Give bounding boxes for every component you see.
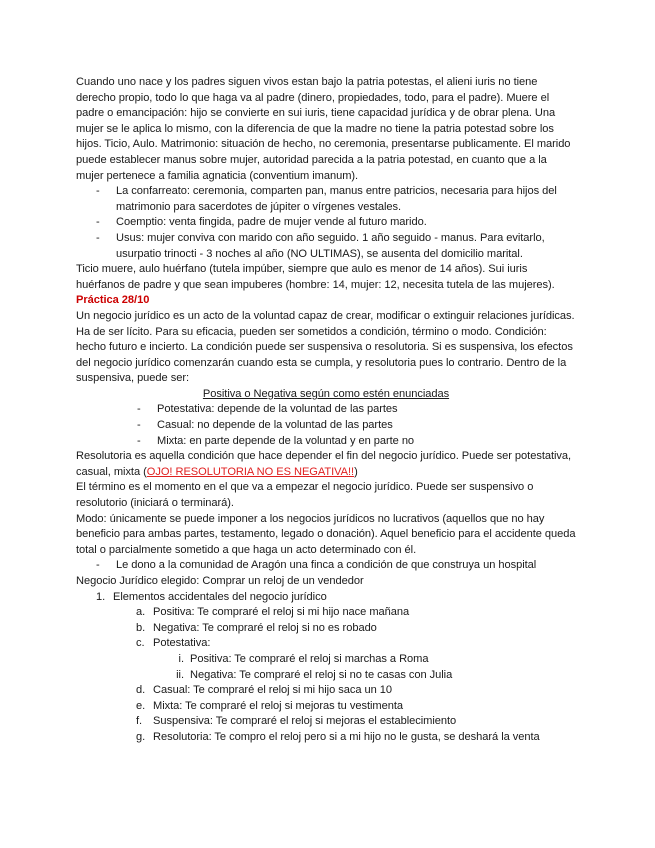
list-text: Suspensiva: Te compraré el reloj si mejoras el establecimiento: [153, 715, 457, 728]
list-marker: d.: [136, 684, 146, 697]
warning-note: OJO! RESOLUTORIA NO ES NEGATIVA!!: [146, 465, 355, 478]
list-text: Mixta: Te compraré el reloj si mejoras tu vestimenta: [153, 699, 403, 712]
list-item-i: [178, 652, 576, 668]
list-item-c: [136, 636, 576, 652]
list-marker: f.: [136, 715, 143, 728]
list-text: Resolutoria: Te compro el reloj pero si a mi hijo no le gusta, se deshará la venta: [153, 730, 540, 743]
list-item-f: [136, 714, 576, 730]
list-marker: i.: [178, 652, 184, 665]
list-item-mixta: - Mixta: en parte depende de la voluntad y en parte no: [157, 434, 576, 450]
list-marker: c.: [136, 637, 145, 650]
termino-paragraph: El término es el momento en el que va a empezar el negocio jurídico. Puede ser suspensivo o resolutorio (iniciará o terminará).: [76, 481, 534, 510]
list-text: Negativa: Te compraré el reloj si no es robado: [153, 621, 377, 634]
list-text: Casual: Te compraré el reloj si mi hijo saca un 10: [153, 684, 393, 697]
list-marker: a.: [136, 606, 146, 619]
list-item-modo-example: - Le dono a la comunidad de Aragón una finca a condición de que construya un hospital: [116, 558, 576, 574]
list-item-potestativa: - Potestativa: depende de la voluntad de las partes: [157, 402, 576, 418]
list-item-d: [136, 683, 576, 699]
list-item-e: [136, 699, 576, 715]
intro-paragraph: Cuando uno nace y los padres siguen vivos estan bajo la patria potestas, el alieni iuris no tiene derecho propio, todo lo que haga va al padre (dinero, propiedades, todo, para el padre). Muere el padre o emancipación: hijo se convierte en sui iuris, tiene capacidad jurídica y de obrar plena. Una mujer se le aplica lo mismo, con la diferencia de que la madre no tiene la patria potestad sobre los hijos. Ticio, Aulo. Matrimonio: situación de hecho, no ceremonia, presentarse publicamente. El marido puede establecer manus sobre mujer, autoridad parecida a la patria potestad, en cuanto que a la mujer pertenece a familia agnaticia (conventium imanum).: [76, 76, 571, 182]
list-marker: ii.: [176, 668, 184, 681]
list-item-b: [136, 621, 576, 637]
list-item-usus: - Usus: mujer conviva con marido con año seguido. 1 año seguido - manus. Para evitarlo, usurpatio trinocti - 3 noches al año (NO ULTIMAS), se ausenta del domicilio marital.: [116, 231, 576, 262]
list-item-confarreato: - La confarreato: ceremonia, comparten pan, manus entre patricios, necesaria para hijos del matrimonio para sacerdotes de júpiter o vírgenes vestales.: [116, 184, 576, 215]
section-title: Práctica 28/10: [76, 294, 150, 307]
list-item-coemptio: - Coemptio: venta fingida, padre de mujer vende al futuro marido.: [116, 215, 576, 231]
resolutoria-end: ): [354, 465, 358, 478]
negocio-elegido: Negocio Jurídico elegido: Comprar un reloj de un vendedor: [76, 575, 364, 587]
centered-heading: Positiva o Negativa según como estén enunciadas: [202, 387, 450, 400]
list-item-a: [136, 605, 576, 621]
resolutoria-paragraph: [76, 449, 576, 480]
modo-paragraph: Modo: únicamente se puede imponer a los negocios jurídicos no lucrativos (aquellos que no hay beneficio para ambas partes, testamento, legado o donación). Aquel beneficio para el accidente queda total o parcialmente sometido a que haga un acto determinado con él.: [76, 512, 576, 556]
list-text: Positiva: Te compraré el reloj si mi hijo nace mañana: [153, 606, 410, 619]
list-title: Elementos accidentales del negocio jurídico: [113, 590, 327, 603]
resolutoria-text: Resolutoria es aquella condición que hace depender el fin del negocio jurídico. Puede ser potestativa, casual, mixta (: [76, 450, 572, 478]
list-text: Negativa: Te compraré el reloj si no te casas con Julia: [190, 668, 453, 681]
numbered-item: [96, 590, 576, 606]
list-marker: e.: [136, 699, 146, 712]
list-marker: g.: [136, 730, 146, 743]
tutela-paragraph: Ticio muere, aulo huérfano (tutela impúber, siempre que aulo es menor de 14 años). Sui iuris huérfanos de padre y que sean impuberes (hombre: 14, mujer: 12, necesita tutela de las mujeres).: [76, 263, 555, 291]
list-number: 1.: [96, 590, 106, 603]
list-marker: b.: [136, 621, 146, 634]
negocio-juridico-paragraph: Un negocio jurídico es un acto de la voluntad capaz de crear, modificar o extinguir relaciones jurídicas. Ha de ser lícito. Para su eficacia, pueden ser sometidos a condición, término o modo. Condición: hecho futuro e incierto. La condición puede ser suspensiva o resolutoria. Si es suspensiva, los efectos del negocio jurídico comenzarán cuando esta se cumpla, y resolutoria pues lo contrario. Dentro de la suspensiva, puede ser:: [76, 309, 575, 385]
document-page: [76, 75, 576, 746]
list-item-casual: - Casual: no depende de la voluntad de las partes: [157, 418, 576, 434]
list-item-ii: [176, 668, 576, 684]
list-text: Potestativa:: [153, 637, 211, 650]
list-text: Positiva: Te compraré el reloj si marchas a Roma: [190, 652, 429, 665]
list-item-g: [136, 730, 576, 746]
